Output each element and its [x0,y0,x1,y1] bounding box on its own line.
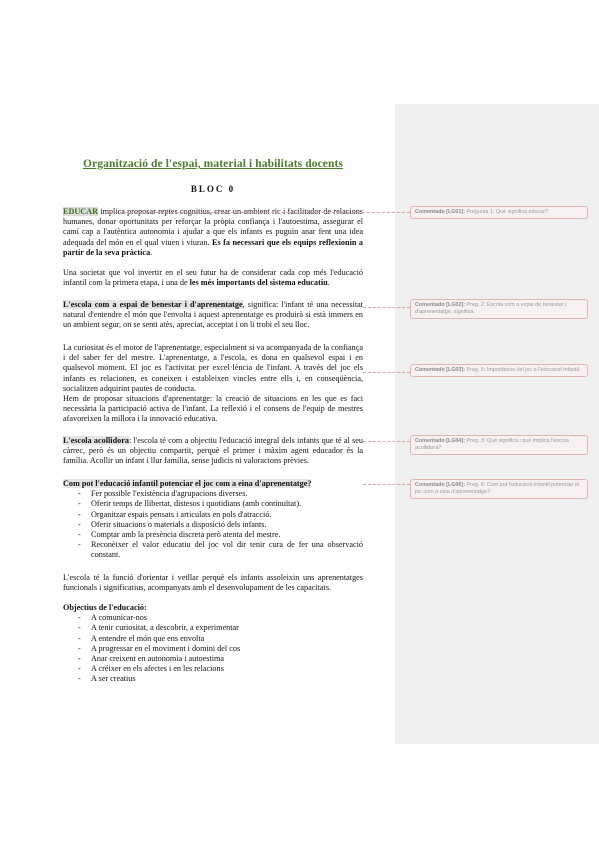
list-item: - Anar creixent en autonomia i autoestima [63,654,363,664]
highlight-escola-acollidora[interactable]: L'escola acollidora [63,436,129,445]
list-item: - Oferir situacions o materials a disposició dels infants. [63,520,363,530]
comment-balloon[interactable]: Comentado [LG01]: Pregunta 1: Què significa educar? [410,206,588,219]
list-item: - A progressar en el moviment i domini del cos [63,644,363,654]
list-item: - A comunicar-nos [63,613,363,623]
list-item: - Organitzar espais pensats i articulats en pols d'atracció. [63,510,363,520]
comment-balloon[interactable]: Comentado [LG02]: Preg. 2: Escola com a espai de benestar i d'aprenentatge, significa. [410,299,588,319]
list-item: - A ser creatius [63,674,363,684]
section-joc [63,479,363,561]
paragraph-societat: Una societat que vol invertir en el seu futur ha de considerar cada cop més l'educació infantil com la primera etapa, i una de les més importants del sistema educatiu. [63,268,363,288]
objectius-list [63,613,363,684]
paragraph-curiositat: La curiositat és el motor de l'aprenentatge, especialment si va acompanyada de la confiança i del saber fer del mestre. L'aprenentatge, a l'escola, es dona en qualsevol espai i en qualsevol moment. El joc es l'activitat per excel·lència de l'infant. A través del joc els infants es relacionen, es coneixen i estableixen vincles entre ells i, en conseqüència, socialitzen adquirint pautes de conducta. Hem de proposar situacions d'aprenentatge: la creació de situacions en les que es faci necessària la participació activa de l'infant. La reflexió i el consens de l'equip de mestres afavoreixen la millora i la innovació educativa. [63,343,363,424]
joc-list [63,489,363,560]
list-item: - A tenir curiositat, a descobrir, a experimentar [63,623,363,633]
bloc-heading: BLOC 0 [190,184,236,194]
comment-leader [363,484,410,485]
list-item: - Fer possible l'existència d'agrupacions diverses. [63,489,363,499]
paragraph-orientar: L'escola té la funció d'orientar i vetllar perquè els infants assoleixin uns aprenentatges funcionals i significatius, acompanyats amb el desenvolupament de les capacitats. [63,573,363,593]
document-title: Organització de l'espai, material i habilitats docents [83,158,343,170]
list-item: - Reconèixer el valor educatiu del joc vol dir tenir cura de fer una observació constant. [63,540,363,560]
paragraph-escola-acollidora: L'escola acollidora: l'escola té com a objectiu l'educació integral dels infants que té al seu càrrec, però és un objectiu compartit, perquè el primer i màxim agent educador és la família. Acollir un infant i llur família, sense judicis ni valoracions prèvies. [63,436,363,466]
comment-leader [363,441,410,442]
comment-balloon[interactable]: Comentado [LG04]: Preg. 3: Què significa i què implica l'escola acollidora? [410,435,588,455]
paragraph-escola-benestar: L'escola com a espai de benestar i d'aprenentatge, significa: l'infant té una necessitat natural d'entendre el món que l'envolta i aquest aprenentatge es produirà si està immers en un ambient segur, on se senti atès, apreciat, acceptat i on li trobi el seu lloc. [63,300,363,330]
comment-leader [363,372,410,373]
list-item: - Comptar amb la presència discreta però atenta del mestre. [63,530,363,540]
comments-pane [395,104,599,744]
highlight-escola-benestar[interactable]: L'escola com a espai de benestar i d'aprenentatge [63,300,243,309]
list-item: - A entendre el món que ens envolta [63,634,363,644]
list-item: - A créixer en els afectes i en les relacions [63,664,363,674]
comment-balloon[interactable]: Comentado [LG06]: Preg. 6: Com pot l'educació infantil potenciar el joc com a eina d'aprenentatge? [410,479,588,499]
section-objectius [63,603,363,685]
comment-leader [105,212,410,213]
joc-heading[interactable]: Com pot l'educació infantil potenciar el joc com a eina d'aprenentatge? [63,479,312,488]
highlight-educar[interactable]: EDUCAR [63,207,99,216]
comment-leader [363,307,410,308]
comment-balloon[interactable]: Comentado [LG03]: Preg. 5: Importància del joc a l'educació infantil. [410,364,588,377]
objectius-title: Objectius de l'educació: [63,603,147,612]
list-item: - Oferir temps de llibertat, distesos i quotidians (amb continuïtat). [63,499,363,509]
paragraph-educar: EDUCAR implica proposar reptes cognitius, crear un ambient ric i facilitador de relacions humanes, donar oportunitats per reforçar la pròpia confiança i l'autoestima, assegurar el camí cap a l'autèntica autonomia i ajudar a que els infants es puguin anar fent una idea adequada del món en el qual viuen i viuran. Es fa necessari que els equips reflexionin a partir de la seva pràctica. [63,207,363,257]
